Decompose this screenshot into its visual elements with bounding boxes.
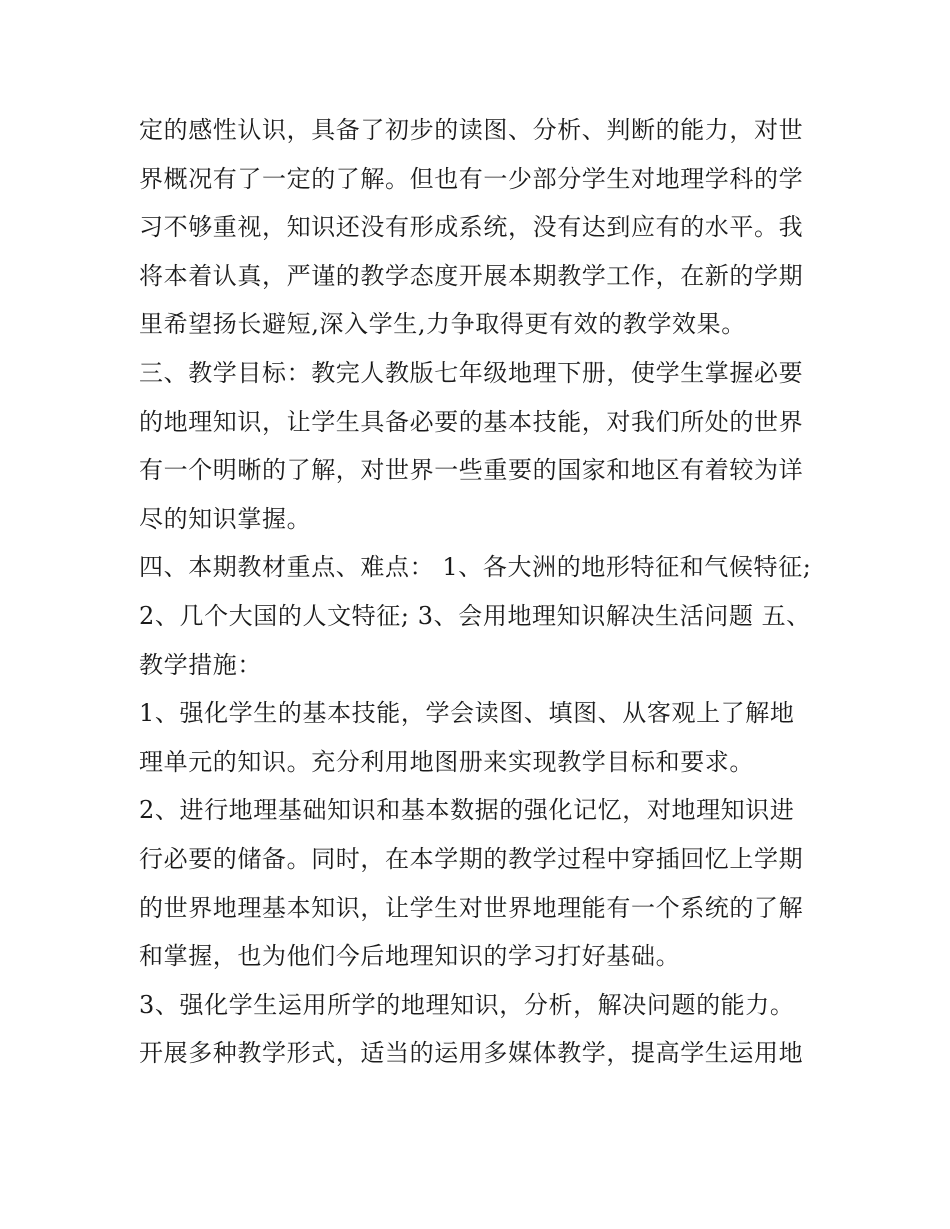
section-heading-objectives: 三、教学目标：教完人教版七年级地理下册，使学生掌握必要: [139, 358, 804, 387]
text-line: 行必要的储备。同时，在本学期的教学过程中穿插回忆上学期: [139, 844, 804, 873]
text-line: 的世界地理基本知识，让学生对世界地理能有一个系统的了解: [139, 893, 804, 922]
document-body: [139, 106, 819, 1078]
text-line: 界概况有了一定的了解。但也有一少部分学生对地理学科的学: [139, 164, 804, 193]
section-heading-measures: 教学措施：: [139, 650, 262, 679]
text-line: 定的感性认识，具备了初步的读图、分析、判断的能力，对世: [139, 116, 804, 144]
text-line: 习不够重视，知识还没有形成系统，没有达到应有的水平。我: [139, 213, 804, 242]
text-line: 理单元的知识。充分利用地图册来实现教学目标和要求。: [139, 747, 754, 776]
text-line: 2、几个大国的人文特征; 3、会用地理知识解决生活问题 五、: [139, 601, 811, 630]
text-line: 和掌握，也为他们今后地理知识的学习打好基础。: [139, 942, 681, 971]
text-line: 开展多种教学形式，适当的运用多媒体教学，提高学生运用地: [139, 1039, 804, 1068]
list-item-3: 3、强化学生运用所学的地理知识，分析，解决问题的能力。: [139, 990, 795, 1019]
text-line: 尽的知识掌握。: [139, 504, 312, 533]
text-line: 的地理知识，让学生具备必要的基本技能，对我们所处的世界: [139, 407, 804, 436]
list-item-2: 2、进行地理基础知识和基本数据的强化记忆，对地理知识进: [139, 796, 795, 825]
text-line: 有一个明晰的了解，对世界一些重要的国家和地区有着较为详: [139, 456, 804, 485]
section-heading-key-points: 四、本期教材重点、难点： 1、各大洲的地形特征和气候特征;: [139, 553, 812, 582]
text-line: 将本着认真，严谨的教学态度开展本期教学工作，在新的学期: [139, 261, 804, 290]
list-item-1: 1、强化学生的基本技能，学会读图、填图、从客观上了解地: [139, 699, 795, 728]
text-line: 里希望扬长避短,深入学生,力争取得更有效的教学效果。: [139, 310, 746, 339]
